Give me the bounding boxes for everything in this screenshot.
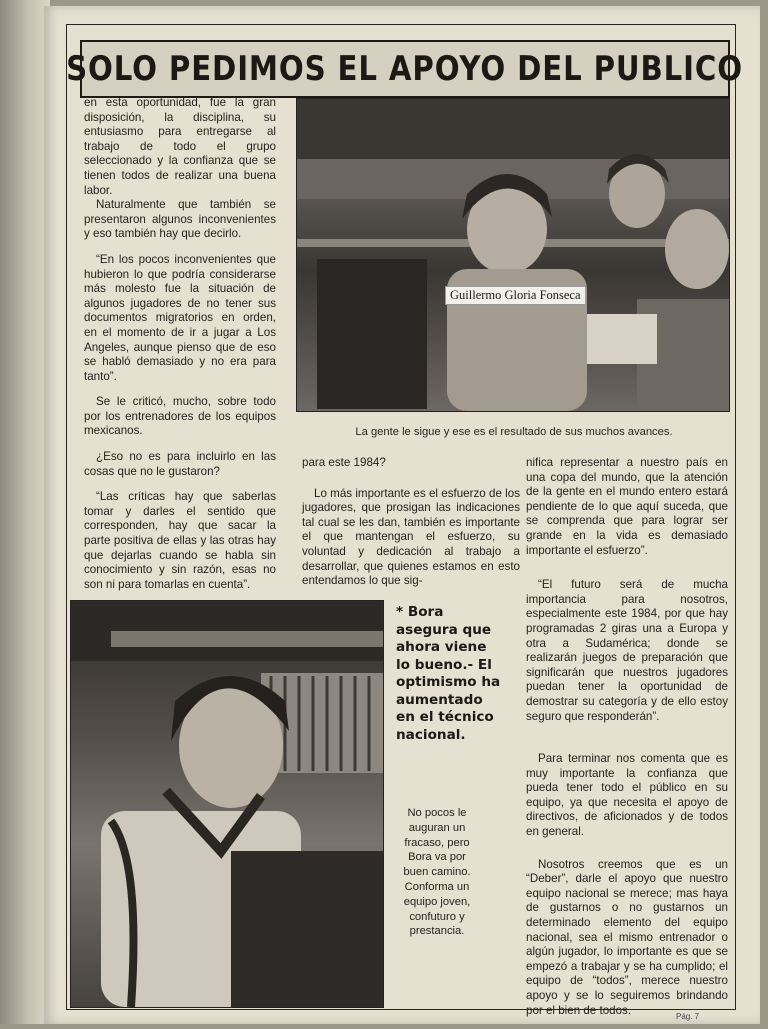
- photo-coach-image: [71, 601, 383, 1007]
- column-2: [302, 456, 520, 600]
- previous-page-edge: [0, 0, 50, 1024]
- photo-crowd-image: [297, 99, 729, 411]
- paragraph: nifica representar a nuestro país en una copa del mundo, que la atención de la gente en el mundo entero estará pendiente de lo que aquí suceda, que se comprenda que para lograr ser grande en la vida es demasiado importante el esfuerzo”.: [526, 456, 728, 557]
- photo-name-label: Guillermo Gloria Fonseca: [445, 286, 586, 305]
- column-3: [526, 456, 728, 1029]
- paragraph: “Las críticas hay que saberlas tomar y darles el sentido que corresponden, hay que sacar la parte positiva de ellas y las otras hay que dejarlas cuando se habla sin conocimiento y sin razón, esas no son ni para tomarlas en cuenta”.: [84, 490, 276, 591]
- paragraph: Se le criticó, mucho, sobre todo por los entrenadores de los equipos mexicanos.: [84, 395, 276, 438]
- headline: SOLO PEDIMOS EL APOYO DEL PUBLICO: [66, 49, 744, 89]
- page-number: Pág. 7: [676, 1012, 700, 1021]
- paragraph: Nosotros creemos que es un “Deber”, darle el apoyo que nuestro equipo nacional se merece; mas haya de gustarnos o no gustarnos un determinado elemento del equipo nacional, sea el mismo entrenador o algún jugador, lo importante es que se empezó a trabajar y se ha cumplido; el equipo de “todos”, merece nuestro apoyo y se lo seguiremos brindando por el bien de todos.: [526, 857, 728, 1017]
- paragraph: ¿Eso no es para incluirlo en las cosas que no le gustaron?: [84, 450, 276, 478]
- paragraph: en esta oportunidad, fue la gran disposición, la disciplina, su entusiasmo para entregarse al trabajo de todo el grupo seleccionado y la confianza que se tienen todos de realizar una buena labor.: [84, 96, 276, 197]
- column-1: [84, 96, 276, 644]
- photo-coach: [70, 600, 384, 1008]
- paragraph: “El futuro será de mucha importancia para nosotros, especialmente este 1984, por que hay programadas 2 giras una a Europa y otra a Sudamérica; donde se realizarán juegos de preparación que significarán que nuestros jugadores puedan tener la oportunidad de demostrar su categoría y de ello estoy seguro que responderán”.: [526, 578, 728, 723]
- paragraph: “En los pocos inconvenientes que hubieron lo que podría considerarse más molesto fue la situación de algunos jugadores de no tener sus documentos migratorios en orden, en el momento de ir a jugar a Los Angeles, aunque pienso que de eso se habló demasiado y no era para tanto”.: [84, 252, 276, 383]
- pull-quote: * Bora asegura que ahora viene lo bueno.- El optimismo ha aumentado en el técnico nacional.: [396, 604, 501, 743]
- photo-caption: La gente le sigue y ese es el resultado de sus muchos avances.: [355, 426, 673, 438]
- paragraph: Naturalmente que también se presentaron algunos inconvenientes y eso también hay que decirlo.: [84, 198, 276, 241]
- paragraph: Para terminar nos comenta que es muy importante la confianza que pueda tener todo el público en su equipo, ya que necesita el apoyo de directivos, de aficionados y de todos en general.: [526, 752, 728, 839]
- paragraph: Lo más importante es el esfuerzo de los jugadores, que prosigan las indicaciones tal cual se les dan, también es importante el que mantengan el esfuerzo, su voluntad y dedicación al trabajo a desarrollar, que quienes estamos en esto entendamos lo que sig-: [302, 486, 520, 588]
- photo-crowd: [296, 98, 730, 412]
- side-note: No pocos le auguran un fracaso, pero Bora va por buen camino. Conforma un equipo joven, confuturo y prestancia.: [403, 807, 471, 938]
- paragraph: para este 1984?: [302, 456, 386, 469]
- headline-box: [66, 40, 744, 98]
